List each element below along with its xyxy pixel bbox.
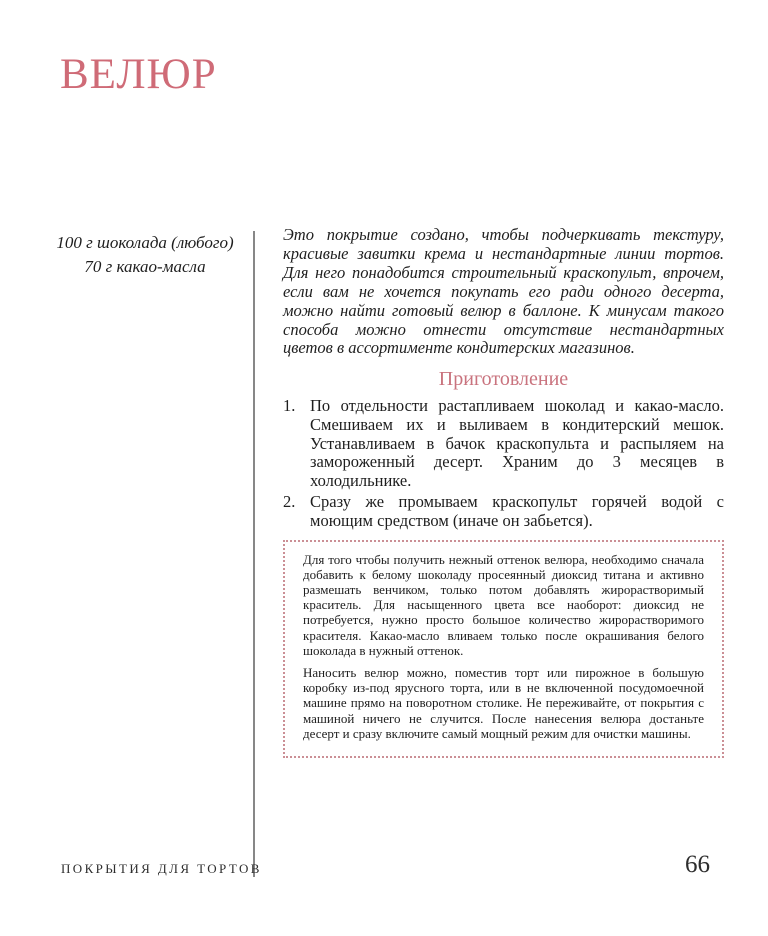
ingredient-line: 70 г какао-масла [84, 257, 206, 276]
step-number: 1. [283, 396, 296, 416]
step-item [283, 493, 724, 530]
column-divider [253, 231, 255, 877]
ingredients-list [36, 231, 254, 279]
step-text: По отдельности растапливаем шоколад и какао-масло. Смешиваем их и выливаем в кондитерский мешок. Устанавливаем в бачок краскопульта и распыляем на замороженный десерт. Храним до 3 месяцев в холодильнике. [310, 396, 724, 490]
recipe-title: ВЕЛЮР [60, 51, 217, 98]
footer-section-label: ПОКРЫТИЯ ДЛЯ ТОРТОВ [61, 861, 262, 876]
page-number: 66 [685, 851, 710, 878]
step-item [283, 397, 724, 490]
step-number: 2. [283, 492, 296, 512]
tip-paragraph: Наносить велюр можно, поместив торт или пирожное в большую коробку из-под ярусного торта, или в не включенной посудомоечной машине прямо на поворотном столике. Не переживайте, от покрытия с машиной ничего не случится. После нанесения велюра достаньте десерт и сразу включите самый мощный режим для очистки машины. [303, 664, 704, 741]
recipe-body [283, 226, 724, 758]
tip-paragraph: Для того чтобы получить нежный оттенок велюра, необходимо сначала добавить к белому шоколаду просеянный диоксид титана и активно размешать венчиком, только потом добавлять жирорастворимый краситель. Для насыщенного цвета все наоборот: диоксид не потребуется, нужно просто большое количество жирорастворимого красителя. Какао-масло вливаем только после окрашивания белого шоколада в нужный оттенок. [303, 551, 704, 658]
steps-list [283, 397, 724, 530]
ingredient-line: 100 г шоколада (любого) [56, 233, 234, 252]
section-heading-preparation: Приготовление [438, 368, 569, 391]
tip-box [283, 540, 724, 758]
intro-paragraph: Это покрытие создано, чтобы подчеркивать текстуру, красивые завитки крема и нестандартные линии тортов. Для него понадобится строительный краскопульт, впрочем, если вам не хочется покупать его ради одного десерта, можно найти готовый велюр в баллоне. К минусам такого способа можно отнести отсутствие нестандартных цветов в ассортименте кондитерских магазинов. [283, 225, 724, 358]
step-text: Сразу же промываем краскопульт горячей водой с моющим средством (иначе он забьется). [310, 492, 724, 530]
